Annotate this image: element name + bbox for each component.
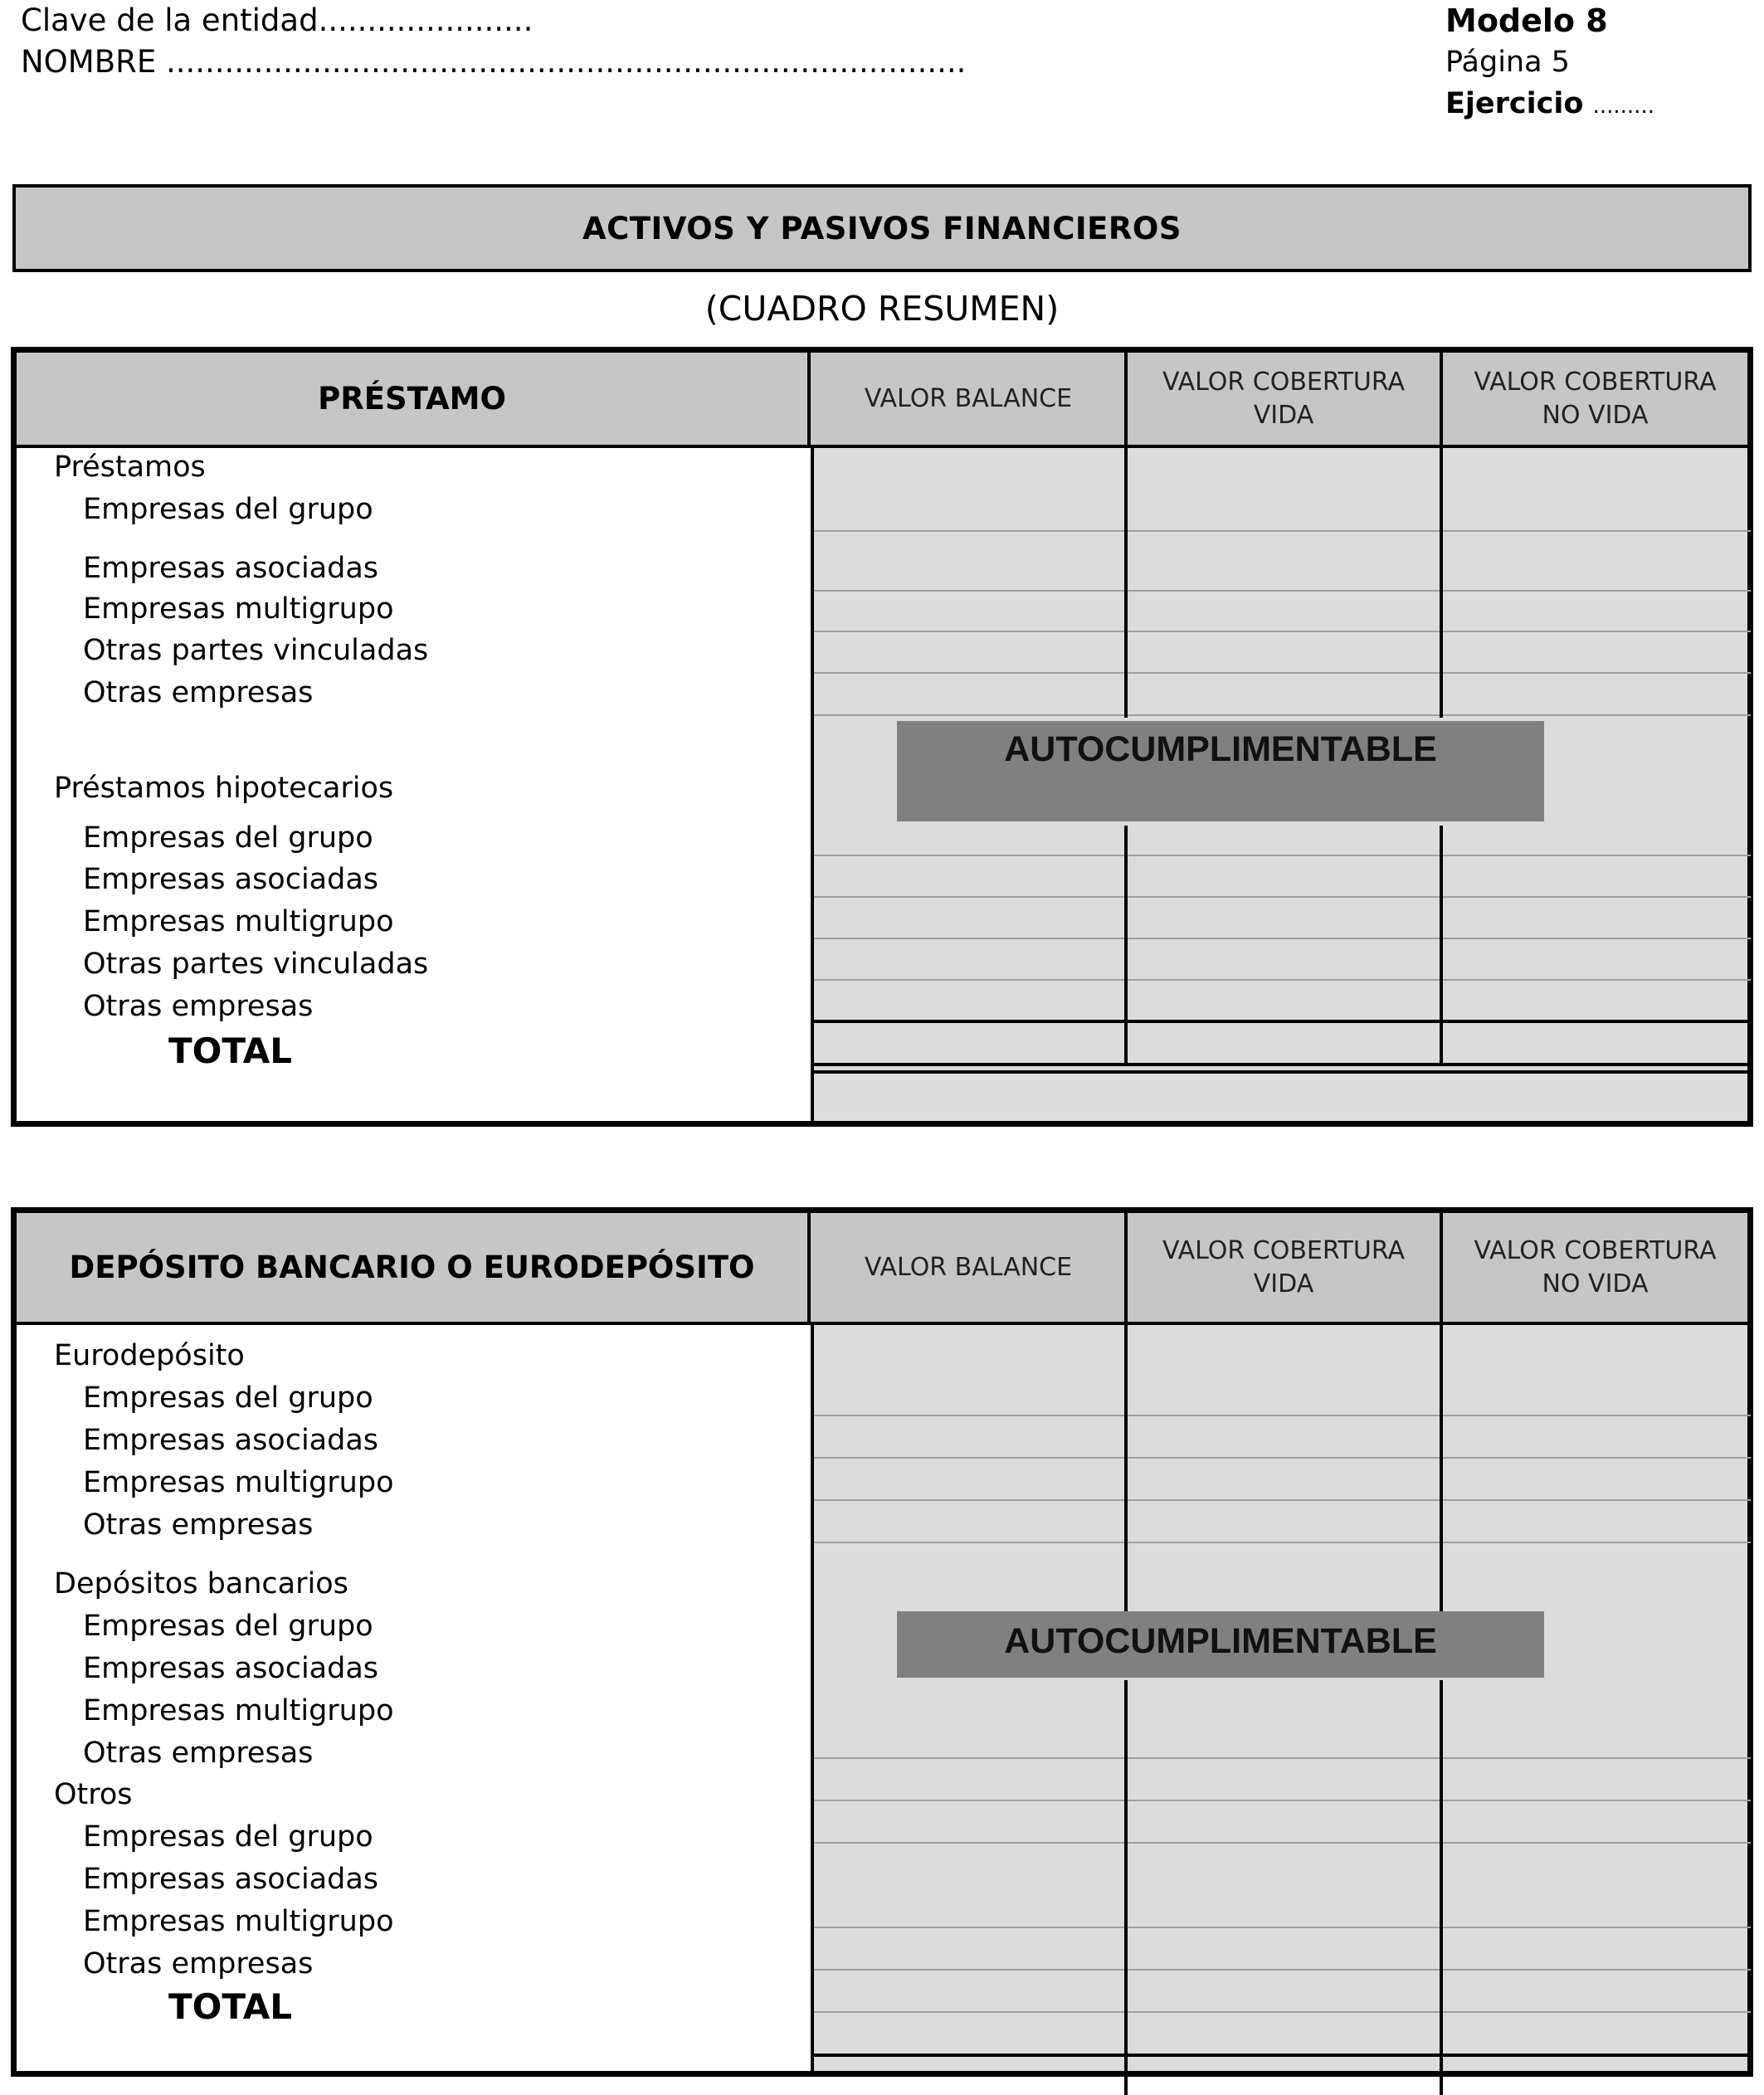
col-cobertura-vida: VALOR COBERTURA VIDA: [1124, 353, 1440, 445]
row-label: Otras partes vinculadas: [83, 634, 429, 667]
autocumplimentable-banner: AUTOCUMPLIMENTABLE: [897, 721, 1544, 821]
deposito-total-label: TOTAL: [168, 1986, 293, 2027]
row-label: Empresas multigrupo: [83, 1905, 394, 1938]
page-subtitle: (CUADRO RESUMEN): [704, 289, 1060, 329]
row-label: Empresas del grupo: [83, 1820, 373, 1854]
row-label: Empresas asociadas: [83, 1863, 379, 1896]
prestamo-heading: PRÉSTAMO: [17, 353, 811, 445]
ejercicio-dots: .........: [1592, 94, 1654, 119]
row-label: Empresas multigrupo: [83, 1694, 394, 1727]
row-label: Préstamos hipotecarios: [54, 772, 394, 805]
row-label: Empresas asociadas: [83, 863, 379, 896]
deposito-value-grid: [811, 1325, 1747, 2071]
row-label: Otros: [54, 1778, 133, 1811]
row-label: Empresas multigrupo: [83, 1466, 394, 1499]
row-label: Empresas multigrupo: [83, 592, 394, 626]
row-label: Otras empresas: [83, 1947, 314, 1981]
col-cobertura-no-vida: VALOR COBERTURA NO VIDA: [1440, 1213, 1747, 1322]
deposito-table-header: [17, 1213, 1747, 1325]
model-header: [1445, 0, 1654, 127]
row-label: Otras partes vinculadas: [83, 948, 429, 981]
modelo-label: Modelo 8: [1445, 2, 1608, 39]
pagina-label: Página 5: [1445, 46, 1570, 79]
row-label: Otras empresas: [83, 990, 314, 1023]
row-label: Préstamos: [54, 451, 206, 484]
prestamo-value-grid: [811, 448, 1747, 1121]
page-title: ACTIVOS Y PASIVOS FINANCIEROS: [12, 184, 1752, 272]
row-label: Empresas del grupo: [83, 493, 373, 526]
col-cobertura-no-vida: VALOR COBERTURA NO VIDA: [1440, 353, 1747, 445]
entity-header: [21, 0, 966, 83]
row-label: Empresas asociadas: [83, 1652, 379, 1685]
row-label: Empresas asociadas: [83, 1424, 379, 1457]
row-label: Otras empresas: [83, 1737, 314, 1770]
deposito-table: [11, 1207, 1753, 2077]
col-cobertura-vida: VALOR COBERTURA VIDA: [1124, 1213, 1440, 1322]
row-label: Empresas asociadas: [83, 552, 379, 585]
row-label: Empresas del grupo: [83, 1381, 373, 1415]
row-label: Eurodepósito: [54, 1339, 245, 1372]
row-label: Empresas del grupo: [83, 1610, 373, 1643]
prestamo-total-label: TOTAL: [168, 1030, 293, 1071]
row-label: Otras empresas: [83, 1508, 314, 1542]
ejercicio-label: Ejercicio: [1445, 87, 1584, 120]
row-label: Otras empresas: [83, 676, 314, 709]
row-label: Empresas multigrupo: [83, 905, 394, 938]
col-valor-balance: VALOR BALANCE: [864, 383, 1073, 413]
col-valor-balance: VALOR BALANCE: [864, 1252, 1073, 1282]
row-label: Depósitos bancarios: [54, 1567, 348, 1600]
clave-entidad-label: Clave de la entidad......................: [21, 2, 534, 38]
prestamo-table: [11, 347, 1753, 1127]
row-label: Empresas del grupo: [83, 821, 373, 855]
deposito-heading: DEPÓSITO BANCARIO O EURODEPÓSITO: [17, 1213, 811, 1322]
autocumplimentable-banner: AUTOCUMPLIMENTABLE: [897, 1611, 1544, 1678]
prestamo-table-header: [17, 353, 1747, 448]
nombre-label: NOMBRE ..................................................................................: [21, 44, 967, 80]
